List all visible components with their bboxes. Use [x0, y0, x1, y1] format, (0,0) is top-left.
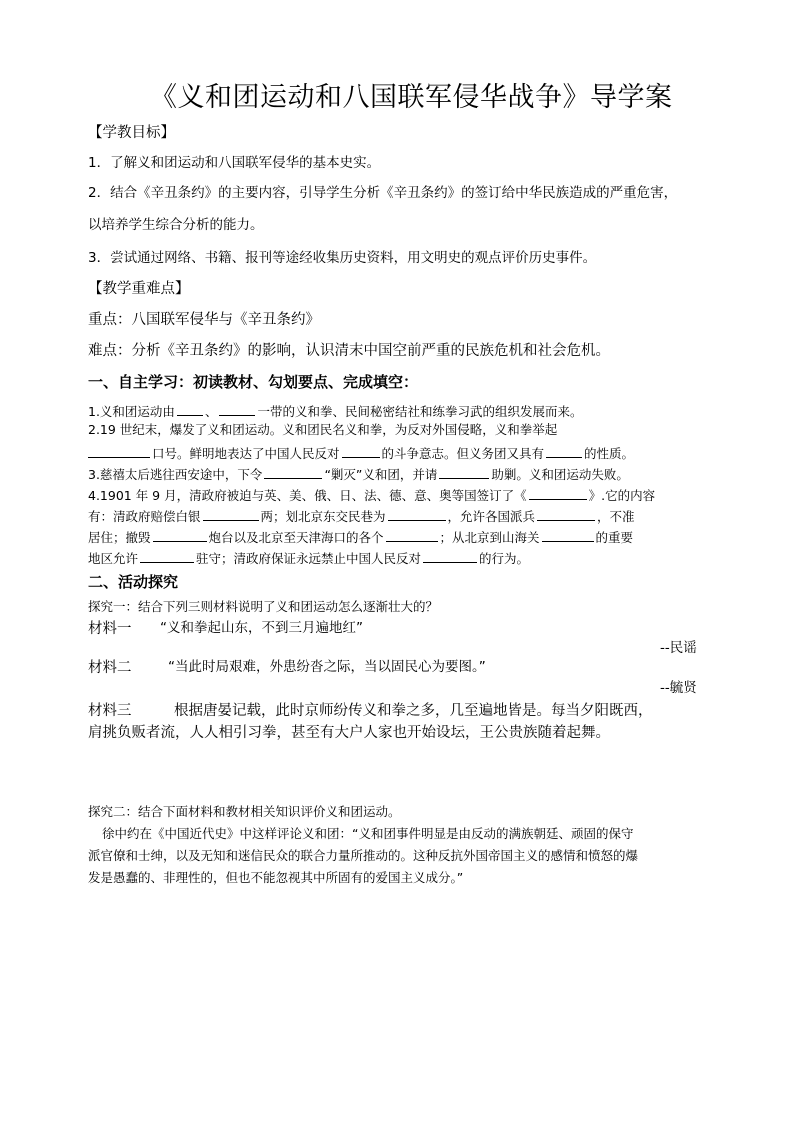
material-2-label: 材料二 — [88, 660, 132, 676]
q3-text-c: 助剿。义和团运动失败。 — [491, 467, 629, 482]
q4-text-i: ；从北京到山海关 — [439, 530, 540, 545]
fill-blank[interactable] — [88, 445, 150, 458]
question-4-line1 — [88, 487, 655, 503]
q2-text-c: 的斗争意志。但义务团又具有 — [381, 446, 545, 461]
q3-text-a: 3.慈禧太后逃往西安途中，下令 — [88, 467, 263, 482]
q2-text-b: 口号。鲜明地表达了中国人民反对 — [152, 446, 340, 461]
objective-2-line2: 以培养学生综合分析的能力。 — [88, 217, 264, 233]
question-4-line2 — [88, 508, 635, 524]
fill-blank[interactable] — [153, 529, 207, 542]
section2-heading: 二、活动探究 — [88, 573, 179, 591]
fill-blank[interactable] — [439, 466, 489, 479]
q4-text-j: 的重要 — [595, 530, 634, 545]
fill-blank[interactable] — [529, 487, 587, 500]
q4-text-f: ，不准 — [597, 509, 635, 524]
fill-blank[interactable] — [542, 529, 594, 542]
fill-blank[interactable] — [342, 445, 380, 458]
fill-blank[interactable] — [546, 445, 582, 458]
fill-blank[interactable] — [388, 508, 446, 521]
fill-blank[interactable] — [264, 466, 322, 479]
objective-1: 1．了解义和团运动和八国联军侵华的基本史实。 — [88, 155, 381, 171]
inquiry-2-paragraph-line1: 徐中约在《中国近代史》中这样评论义和团：“义和团事件明显是由反动的满族朝廷、顽固的保守 — [102, 826, 634, 841]
inquiry-2: 探究二：结合下面材料和教材相关知识评价义和团运动。 — [88, 804, 401, 819]
q1-text-b: 、 — [204, 404, 218, 419]
q4-text-a: 4.1901 年 9 月，清政府被迫与英、美、俄、日、法、德、意、奥等国签订了《 — [88, 488, 527, 503]
fill-blank[interactable] — [203, 508, 259, 521]
fill-blank[interactable] — [386, 529, 438, 542]
material-3-text-line1: 根据唐晏记载，此时京师纷传义和拳之多，几至遍地皆是。每当夕阳既西， — [174, 703, 653, 719]
question-2-line1: 2.19 世纪末，爆发了义和团运动。义和团民名义和拳，为反对外国侵略，义和拳举起 — [88, 422, 558, 437]
q4-text-l: 驻守；清政府保证永远禁止中国人民反对 — [196, 551, 422, 566]
page-title: 《义和团运动和八国联军侵华战争》导学案 — [150, 82, 673, 113]
inquiry-2-paragraph-line3: 发是愚蠢的、非理性的，但也不能忽视其中所固有的爱国主义成分。” — [88, 870, 464, 885]
keypoint-difficulty: 难点：分析《辛丑条约》的影响，认识清末中国空前严重的民族危机和社会危机。 — [88, 343, 610, 359]
question-1 — [88, 403, 582, 419]
section1-heading: 一、自主学习：初读教材、勾划要点、完成填空： — [88, 373, 419, 391]
fill-blank[interactable] — [537, 508, 595, 521]
q4-text-m: 的行为。 — [479, 551, 530, 566]
keypoint-focus: 重点：八国联军侵华与《辛丑条约》 — [88, 312, 320, 328]
fill-blank[interactable] — [423, 550, 477, 563]
fill-blank[interactable] — [177, 403, 203, 416]
objectives-heading: 【学教目标】 — [88, 125, 175, 141]
material-3-text-line2: 肩挑负贩者流，人人相引习拳，甚至有大户人家也开始设坛，王公贵族随着起舞。 — [88, 725, 610, 741]
inquiry-1: 探究一：结合下列三则材料说明了义和团运动怎么逐渐壮大的？ — [88, 599, 439, 614]
q2-text-d: 的性质。 — [584, 446, 635, 461]
fill-blank[interactable] — [219, 403, 255, 416]
objective-2-line1: 2．结合《辛丑条约》的主要内容，引导学生分析《辛丑条约》的签订给中华民族造成的严重危害， — [88, 185, 678, 201]
q4-text-h: 炮台以及北京至天津海口的各个 — [208, 530, 384, 545]
q4-text-b: 》.它的内容 — [588, 488, 656, 503]
material-1-source: --民谣 — [660, 640, 697, 656]
question-4-line4 — [88, 550, 529, 566]
question-4-line3 — [88, 529, 633, 545]
material-2-source: --毓贤 — [660, 680, 697, 696]
material-1-text: “义和拳起山东，不到三月遍地红” — [160, 620, 363, 636]
fill-blank[interactable] — [140, 550, 194, 563]
q3-text-b: “剿灭”义和团，并请 — [324, 467, 438, 482]
q4-text-g: 居住；撤毁 — [88, 530, 151, 545]
q1-text-a: 1.义和团运动由 — [88, 404, 175, 419]
q4-text-c: 有：清政府赔偿白银 — [88, 509, 201, 524]
q1-text-c: 一带的义和拳、民间秘密结社和练拳习武的组织发展而来。 — [257, 404, 583, 419]
material-1-label: 材料一 — [88, 621, 132, 637]
material-3-label: 材料三 — [88, 703, 132, 719]
q4-text-e: ，允许各国派兵 — [447, 509, 536, 524]
inquiry-2-paragraph-line2: 派官僚和士绅，以及无知和迷信民众的联合力量所推动的。这种反抗外国帝国主义的感情和愤怒的爆 — [88, 848, 639, 863]
q4-text-d: 两；划北京东交民巷为 — [260, 509, 386, 524]
q4-text-k: 地区允许 — [88, 551, 139, 566]
objective-3: 3．尝试通过网络、书籍、报刊等途经收集历史资料，用文明史的观点评价历史事件。 — [88, 250, 597, 266]
material-2-text: “当此时局艰难，外患纷沓之际，当以固民心为要图。” — [168, 659, 486, 675]
keypoints-heading: 【教学重难点】 — [88, 281, 190, 297]
question-2-line2 — [88, 445, 634, 461]
question-3 — [88, 466, 629, 482]
